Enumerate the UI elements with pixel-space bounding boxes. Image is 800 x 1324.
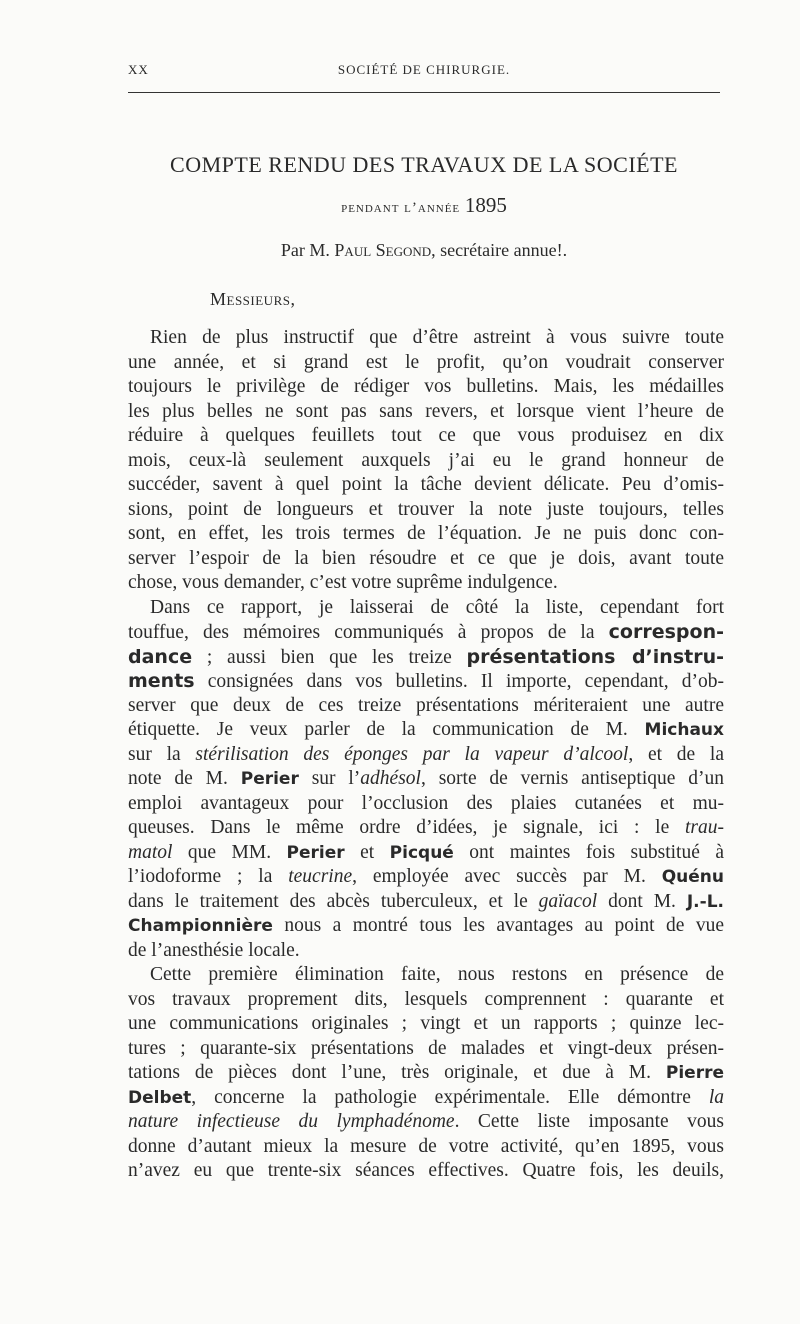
text-line [128, 400, 724, 425]
text-line [128, 767, 724, 792]
text-line [128, 326, 724, 351]
text-run: une année, et si grand est le profit, qu’on voudrait conserver [128, 351, 724, 373]
text-line [128, 620, 724, 645]
text-run: succéder, savent à quel point la tâche devient délicate. Peu d’omis- [128, 474, 724, 495]
bold-name: Quénu [661, 867, 724, 887]
bold-name: Perier [286, 842, 345, 863]
text-run: donne d’autant mieux la mesure de votre activité, qu’en 1895, vous [128, 1135, 724, 1157]
bold-name: Michaux [644, 720, 724, 740]
text-run: sur la [128, 743, 196, 765]
text-line [128, 841, 724, 866]
text-line [128, 816, 724, 841]
italic-term: teucrine [288, 866, 353, 887]
running-title: SOCIÉTÉ DE CHIRURGIE. [337, 62, 511, 77]
text-run: . Cette liste imposante vous [454, 1111, 724, 1132]
report-subtitle [128, 193, 720, 218]
text-line [128, 792, 724, 817]
text-run: que MM. [172, 841, 287, 863]
text-run: server l’espoir de la bien résoudre et ce que je dois, avant toute [128, 547, 724, 569]
author-name: Paul Segond [334, 240, 432, 260]
text-run: mois, ceux-là seulement auxquels j’ai eu le grand honneur de [128, 449, 724, 471]
italic-term: la [708, 1086, 724, 1108]
text-run: touffue, des mémoires communiqués à propos de la [128, 622, 609, 643]
text-line [128, 1086, 724, 1111]
text-run: note de M. [128, 768, 241, 789]
subtitle-text: pendant l’année [341, 200, 461, 216]
text-line [128, 571, 724, 596]
subtitle-year: 1895 [464, 193, 507, 217]
text-line [128, 424, 724, 449]
text-line [128, 1135, 724, 1160]
text-run: chose, vous demander, c’est votre suprême indulgence. [128, 572, 558, 593]
text-line [128, 596, 724, 621]
text-run: réduire à quelques feuillets tout ce que vous produisez en dix [128, 425, 724, 446]
text-line [128, 351, 724, 376]
italic-term: gaïacol [538, 890, 598, 912]
text-line [128, 963, 724, 988]
page-number: XX [128, 62, 149, 77]
salutation: Messieurs, [210, 289, 296, 309]
text-run: dans le traitement des abcès tuberculeux, et le [128, 890, 539, 912]
text-run: tations de pièces dont l’une, très originale, et due à M. [128, 1062, 666, 1083]
text-line [128, 890, 724, 915]
text-run: sions, point de longueurs et trouver la note juste toujours, telles [128, 498, 724, 520]
text-run: ; aussi bien que les treize [192, 646, 467, 668]
text-line [128, 498, 724, 523]
italic-term: adhésol [360, 768, 421, 789]
text-run: ont maintes fois substitué à [453, 841, 724, 863]
text-run: dont M. [597, 890, 687, 912]
text-run: de l’anesthésie locale. [128, 939, 300, 961]
text-run: , sorte de vernis antiseptique d’un [420, 768, 724, 789]
text-line [128, 547, 724, 572]
text-run: Dans ce rapport, je laisserai de côté la liste, cependant fort [150, 596, 724, 618]
bold-name: correspon- [608, 621, 724, 643]
text-line [128, 694, 724, 719]
text-run: toujours le privilège de rédiger vos bulletins. Mais, les médailles [128, 376, 724, 397]
italic-term: nature infectieuse du lymphadénome [128, 1111, 455, 1132]
page-header [128, 62, 720, 86]
header-rule [128, 92, 720, 93]
bold-name: Championnière [128, 916, 273, 936]
text-run: sont, en effet, les trois termes de l’équation. Je ne puis donc con- [128, 523, 724, 544]
byline [128, 240, 720, 261]
bold-name: Delbet [128, 1087, 192, 1108]
text-run: emploi avantageux pour l’occlusion des plaies cutanées et mu- [128, 792, 724, 814]
text-run: sur l’ [298, 768, 361, 789]
text-run: vos travaux proprement dits, lesquels comprennent : quarante et [128, 988, 724, 1010]
text-run: n’avez eu que trente-six séances effectives. Quatre fois, les deuils, [128, 1160, 724, 1181]
italic-term: trau- [685, 817, 724, 838]
text-run: étiquette. Je veux parler de la communication de M. [128, 719, 645, 740]
text-line [128, 1061, 724, 1086]
text-line [128, 473, 724, 498]
text-line [128, 1037, 724, 1062]
text-run: consignées dans vos bulletins. Il importe, cependant, d’ob- [194, 671, 724, 692]
text-line [128, 865, 724, 890]
bold-name: J.-L. [686, 891, 724, 912]
text-run: les plus belles ne sont pas sans revers, et lorsque vient l’heure de [128, 400, 724, 422]
text-line [128, 449, 724, 474]
text-line [128, 669, 724, 694]
text-line [128, 718, 724, 743]
text-line [128, 939, 724, 964]
text-line [128, 375, 724, 400]
text-run: nous a montré tous les avantages au point de vue [272, 915, 724, 936]
text-run: l’iodoforme ; la [128, 866, 289, 887]
text-run: tures ; quarante-six présentations de malades et vingt-deux présen- [128, 1037, 724, 1059]
bold-name: Pierre [665, 1063, 724, 1083]
byline-suffix: , secrétaire annue!. [431, 240, 568, 260]
text-line [128, 645, 724, 670]
bold-name: présentations d’instru- [466, 645, 724, 668]
text-run: Rien de plus instructif que d’être astreint à vous suivre toute [150, 327, 724, 348]
bold-name: Perier [240, 769, 299, 789]
text-line [128, 1012, 724, 1037]
body-text [128, 326, 724, 1184]
text-line [128, 988, 724, 1013]
italic-term: matol [128, 841, 173, 863]
italic-term: stérilisation des éponges par la vapeur d’alcool [195, 743, 629, 765]
text-run: , et de la [628, 743, 725, 765]
text-line [128, 1159, 724, 1184]
byline-prefix: Par M. [280, 240, 330, 260]
bold-name: dance [128, 645, 193, 668]
text-run: une communications originales ; vingt et un rapports ; quinze lec- [128, 1013, 724, 1034]
text-line [128, 522, 724, 547]
text-run: queuses. Dans le même ordre d’idées, je signale, ici : le [128, 817, 685, 838]
text-run: , concerne la pathologie expérimentale. Elle démontre [191, 1086, 709, 1108]
text-line [128, 743, 724, 768]
bold-name: Picqué [389, 842, 454, 863]
text-line [128, 1110, 724, 1135]
bold-name: ments [128, 670, 195, 692]
text-run: et [344, 841, 390, 863]
text-run: , employée avec succès par M. [352, 866, 662, 887]
text-run: server que deux de ces treize présentations mériteraient une autre [128, 694, 724, 716]
report-title: COMPTE RENDU DES TRAVAUX DE LA SOCIÉTE [170, 152, 678, 177]
text-run: Cette première élimination faite, nous restons en présence de [150, 964, 724, 985]
text-line [128, 914, 724, 939]
